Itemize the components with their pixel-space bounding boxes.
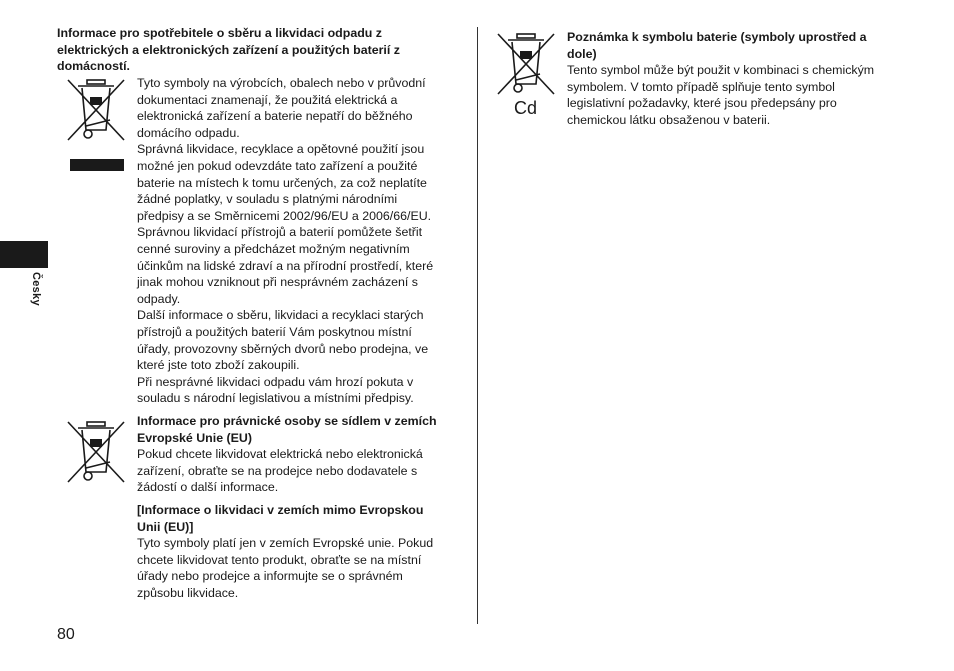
crossed-bin-icon (64, 76, 128, 144)
language-tab-label: Česky (30, 272, 42, 306)
chemical-symbol: Cd (514, 98, 538, 118)
business-section (137, 413, 467, 496)
column-divider (477, 27, 478, 624)
crossed-bin-battery-icon (492, 30, 562, 96)
paragraph: Při nesprávné likvidaci odpadu vám hrozí pokuta v souladu s národní legislativou a místními předpisy. (137, 374, 414, 406)
paragraph: Správná likvidace, recyklace a opětovné použití jsou možné jen pokud odevzdáte tato zařízení a použité baterie na místech k tomu určených, za což neplatíte žádné poplatky, v souladu s platnými národními předpisy a se Směrnicemi 2002/96/EU a 2006/66/EU. (137, 142, 432, 223)
solid-bar (70, 159, 124, 171)
section-title: Informace pro spotřebitele o sběru a likvidaci odpadu z elektrických a elektronických zařízení a použitých baterií z domácností. (57, 26, 400, 74)
language-tab (0, 241, 48, 268)
battery-note (567, 29, 907, 129)
battery-note-text: Tento symbol může být použit v kombinaci s chemickým symbolem. V tomto případě splňuje tento symbol legislativní požadavky, které jsou předepsány pro chemickou látku obsaženou v baterii. (567, 63, 875, 127)
outside-eu-text: Tyto symboly platí jen v zemích Evropské unie. Pokud chcete likvidovat tento produkt, obraťte se na místní úřady nebo prodejce a informujte se o správném způsobu likvidace. (137, 536, 434, 600)
business-heading: Informace pro právnické osoby se sídlem v zemích Evropské Unie (EU) (137, 414, 437, 445)
paragraph: Další informace o sběru, likvidaci a recyklaci starých přístrojů a použitých baterií Vám poskytnou místní úřady, provozovny sběrných dvorů nebo prodejna, ve které jste toto zboží zakoupili. (137, 308, 429, 373)
battery-note-heading: Poznámka k symbolu baterie (symboly uprostřed a dole) (567, 30, 867, 61)
page-number: 80 (57, 626, 75, 643)
outside-eu-heading: [Informace o likvidaci v zemích mimo Evropskou Unii (EU)] (137, 503, 424, 534)
paragraph: Správnou likvidací přístrojů a baterií pomůžete šetřit cenné suroviny a předcházet možným negativním účinkům na lidské zdraví a na přírodní prostředí, které jinak mohou vzniknout při nesprávném zacházení s odpady. (137, 225, 434, 306)
business-text: Pokud chcete likvidovat elektrická nebo elektronická zařízení, obraťte se na prodejce nebo dodavatele s žádostí o další informace. (137, 447, 423, 495)
symbol-description (137, 75, 467, 407)
crossed-bin-icon (64, 418, 128, 486)
outside-eu-section (137, 502, 467, 602)
paragraph: Tyto symboly na výrobcích, obalech nebo v průvodní dokumentaci znamenají, že použitá elektrická a elektronická zařízení a baterie nepatří do běžného domácího odpadu. (137, 76, 426, 140)
